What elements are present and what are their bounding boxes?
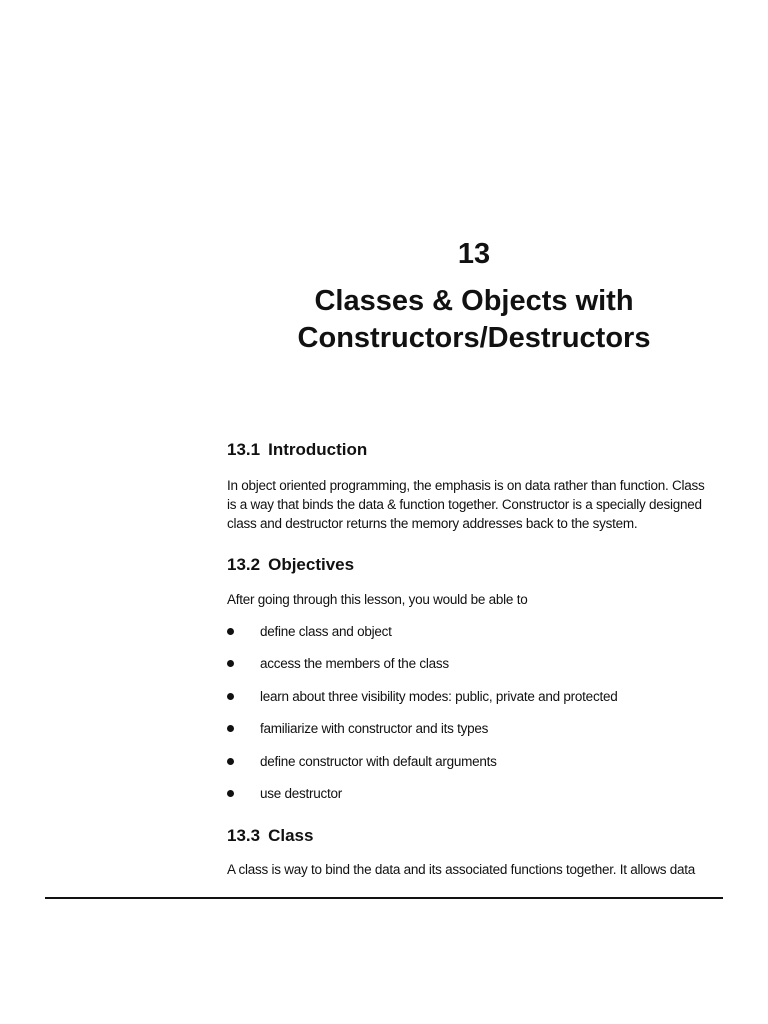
section-number: 13.3 <box>227 826 261 845</box>
list-item <box>227 622 723 654</box>
paragraph-line: A class is way to bind the data and its associated functions together. It allows data <box>227 862 696 877</box>
section-number: 13.1 <box>227 440 261 459</box>
paragraph-line: After going through this lesson, you would be able to <box>227 592 528 607</box>
section-heading-introduction <box>227 439 367 461</box>
list-item <box>227 752 723 784</box>
bullet-text: define constructor with default arguments <box>260 753 497 769</box>
bullet-text: use destructor <box>260 785 343 801</box>
list-item <box>227 784 723 816</box>
section-title: Introduction <box>268 440 368 459</box>
introduction-paragraph <box>227 476 723 533</box>
chapter-title-line: Constructors/Destructors <box>297 322 651 354</box>
bullet-text: learn about three visibility modes: public, private and protected <box>260 688 618 704</box>
section-number: 13.2 <box>227 555 261 574</box>
bullet-icon <box>227 790 234 797</box>
paragraph-line: class and destructor returns the memory addresses back to the system. <box>227 516 638 531</box>
objectives-intro-paragraph <box>227 590 723 609</box>
bullet-text: familiarize with constructor and its types <box>260 721 489 737</box>
section-heading-objectives <box>227 554 354 576</box>
bullet-icon <box>227 725 234 732</box>
list-item <box>227 719 723 751</box>
bullet-icon <box>227 758 234 765</box>
chapter-number: 13 <box>457 238 491 270</box>
class-paragraph <box>227 860 723 879</box>
list-item <box>227 687 723 719</box>
bullet-text: access the members of the class <box>260 656 449 672</box>
paragraph-line: In object oriented programming, the emphasis is on data rather than function. Class <box>227 478 705 493</box>
footer-rule <box>45 897 723 899</box>
section-title: Class <box>268 826 314 845</box>
objectives-bullet-list <box>227 622 723 816</box>
bullet-icon <box>227 628 234 635</box>
bullet-text: define class and object <box>260 624 392 639</box>
chapter-title <box>0 283 768 357</box>
bullet-icon <box>227 660 234 667</box>
bullet-icon <box>227 693 234 700</box>
section-heading-class <box>227 825 313 847</box>
list-item <box>227 654 723 686</box>
paragraph-line: is a way that binds the data & function together. Constructor is a specially designed <box>227 497 702 512</box>
section-title: Objectives <box>268 555 355 574</box>
chapter-title-line: Classes & Objects with <box>314 285 634 317</box>
